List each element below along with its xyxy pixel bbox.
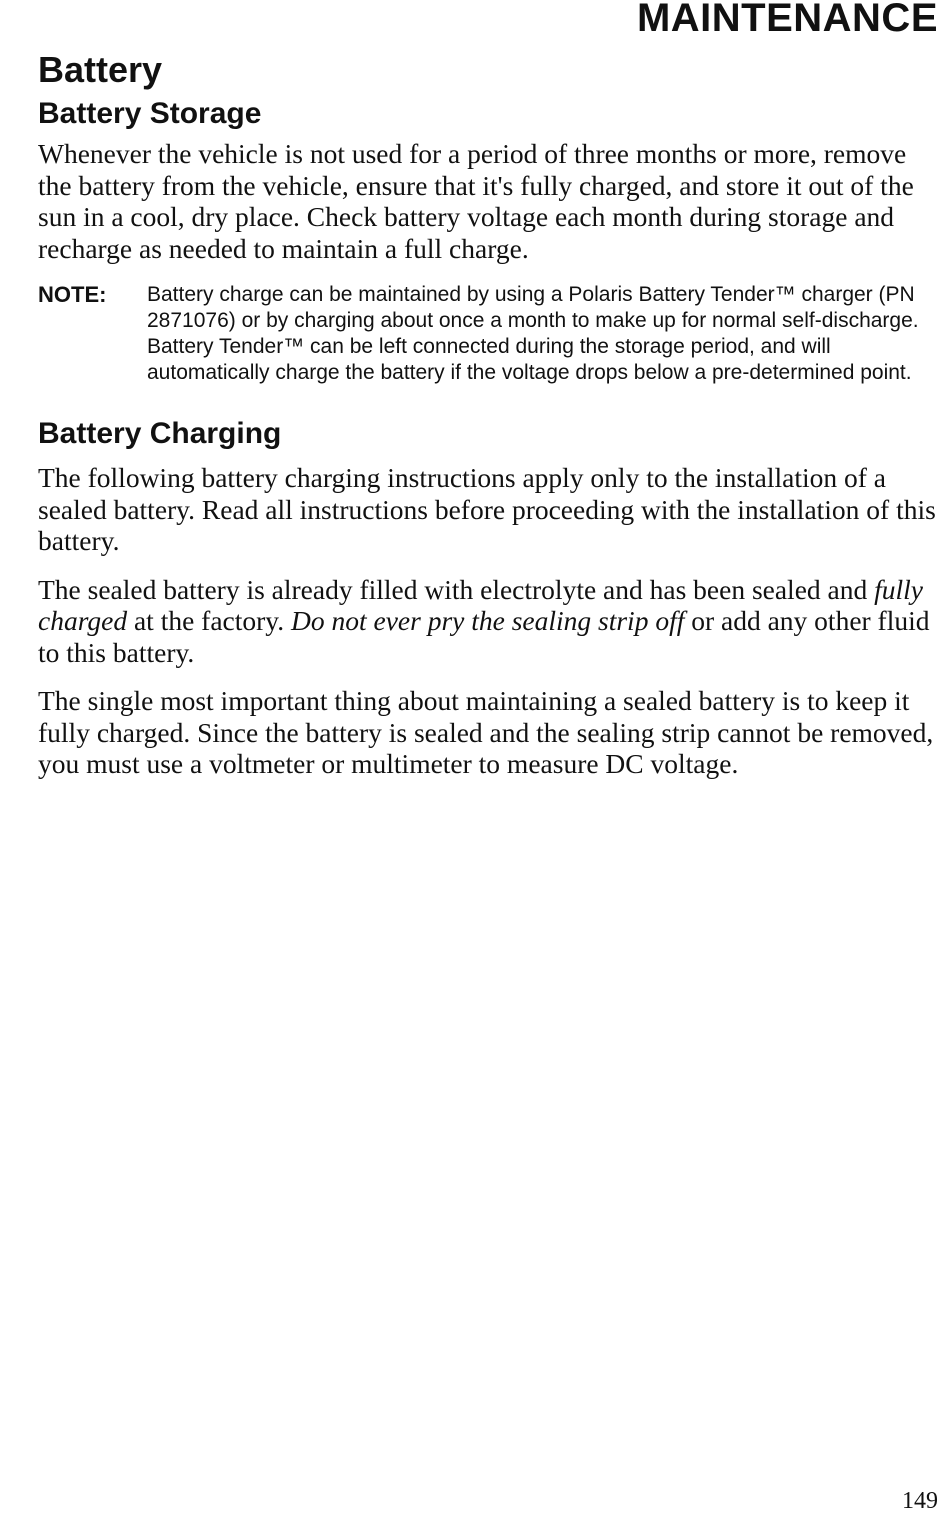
- charging-paragraph-2: [38, 574, 938, 669]
- charging-paragraph-1: The following battery charging instructions apply only to the installation of a sealed battery. Read all instructions before proceeding with the installation of this battery.: [38, 462, 936, 556]
- battery-charging-heading: Battery Charging: [38, 417, 282, 450]
- fully-charged-emphasis: fully charged: [38, 573, 923, 636]
- storage-note: [38, 282, 938, 386]
- charging-p2-text-3: or add any other fluid to this battery.: [38, 605, 930, 668]
- section-header: MAINTENANCE: [636, 0, 938, 40]
- charging-p2-text-2: at the factory.: [127, 605, 291, 636]
- battery-storage-heading: Battery Storage: [38, 97, 262, 130]
- battery-storage-paragraph: Whenever the vehicle is not used for a period of three months or more, remove the battery from the vehicle, ensure that it's fully charged, and store it out of the sun in a cool, dry place. Check battery voltage each month during storage and recharge as needed to maintain a full charge.: [38, 138, 914, 264]
- note-text: Battery charge can be maintained by using a Polaris Battery Tender™ charger (PN 2871076) or by charging about once a month to make up for normal self-discharge. Battery Tender™ can be left connected during the storage period, and will automatically charge the battery if the voltage drops below a pre-determined point.: [147, 283, 919, 384]
- note-label: NOTE:: [38, 282, 107, 307]
- page-number: 149: [902, 1488, 938, 1514]
- sealing-strip-warning: Do not ever pry the sealing strip off: [291, 605, 685, 636]
- page-title: Battery: [38, 49, 163, 90]
- charging-p2-text-1: The sealed battery is already filled with electrolyte and has been sealed and: [38, 573, 875, 605]
- page-content: [38, 48, 938, 780]
- charging-paragraph-3: The single most important thing about maintaining a sealed battery is to keep it fully charged. Since the battery is sealed and the sealing strip cannot be removed, you must use a voltmeter or multimeter to measure DC voltage.: [38, 685, 934, 779]
